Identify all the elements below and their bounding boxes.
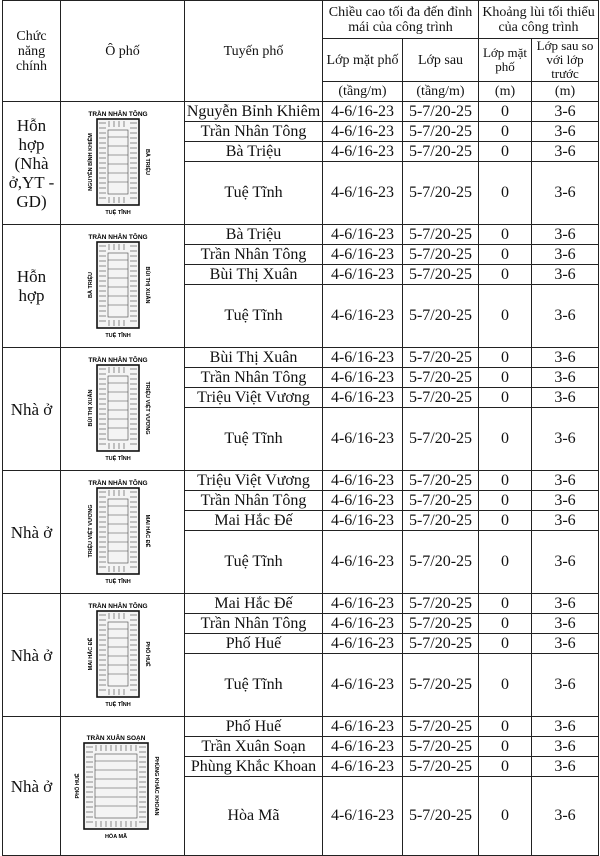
map-label-right: BÀ TRIỆU bbox=[143, 149, 150, 175]
height-rear-value: 5-7/20-25 bbox=[403, 408, 479, 471]
height-rear-value: 5-7/20-25 bbox=[403, 614, 479, 634]
setback-front-value: 0 bbox=[479, 122, 532, 142]
height-rear-value: 5-7/20-25 bbox=[403, 102, 479, 122]
map-label-bottom: TUỆ TĨNH bbox=[104, 702, 131, 708]
height-rear-value: 5-7/20-25 bbox=[403, 162, 479, 225]
map-label-bottom: HÒA MÃ bbox=[104, 834, 127, 840]
block-map-cell bbox=[61, 717, 185, 856]
street-name: Tuệ Tĩnh bbox=[185, 285, 323, 348]
height-rear-value: 5-7/20-25 bbox=[403, 634, 479, 654]
setback-front-value: 0 bbox=[479, 634, 532, 654]
height-front-value: 4-6/16-23 bbox=[323, 491, 403, 511]
height-front-value: 4-6/16-23 bbox=[323, 368, 403, 388]
height-front-value: 4-6/16-23 bbox=[323, 408, 403, 471]
height-rear-value: 5-7/20-25 bbox=[403, 471, 479, 491]
height-front-value: 4-6/16-23 bbox=[323, 142, 403, 162]
street-name: Mai Hắc Đế bbox=[185, 511, 323, 531]
street-name: Bà Triệu bbox=[185, 142, 323, 162]
setback-rear-value: 3-6 bbox=[532, 594, 599, 614]
setback-front-value: 0 bbox=[479, 471, 532, 491]
block-map bbox=[64, 730, 182, 842]
block-map-cell bbox=[61, 471, 185, 594]
street-name: Phố Huế bbox=[185, 717, 323, 737]
street-name: Bùi Thị Xuân bbox=[185, 265, 323, 285]
height-rear-value: 5-7/20-25 bbox=[403, 491, 479, 511]
street-name: Phố Huế bbox=[185, 634, 323, 654]
setback-rear-value: 3-6 bbox=[532, 348, 599, 368]
setback-rear-value: 3-6 bbox=[532, 162, 599, 225]
block-outline bbox=[97, 365, 139, 451]
height-front-value: 4-6/16-23 bbox=[323, 265, 403, 285]
map-label-top: TRẦN NHÂN TÔNG bbox=[87, 357, 148, 364]
setback-front-value: 0 bbox=[479, 757, 532, 777]
setback-rear-value: 3-6 bbox=[532, 408, 599, 471]
height-front-value: 4-6/16-23 bbox=[323, 285, 403, 348]
table-row bbox=[3, 225, 599, 245]
setback-rear-value: 3-6 bbox=[532, 491, 599, 511]
setback-front-value: 0 bbox=[479, 594, 532, 614]
setback-rear-value: 3-6 bbox=[532, 737, 599, 757]
height-rear-value: 5-7/20-25 bbox=[403, 531, 479, 594]
street-name: Tuệ Tĩnh bbox=[185, 408, 323, 471]
street-name: Hòa Mã bbox=[185, 777, 323, 856]
setback-front-value: 0 bbox=[479, 348, 532, 368]
table-row bbox=[3, 717, 599, 737]
map-label-top: TRẦN NHÂN TÔNG bbox=[87, 480, 148, 487]
block-map bbox=[64, 353, 182, 465]
map-label-top: TRẦN NHÂN TÔNG bbox=[87, 111, 148, 118]
block-outline bbox=[84, 743, 148, 829]
block-outline bbox=[97, 488, 139, 574]
map-label-left: TRIỆU VIỆT VƯƠNG bbox=[87, 504, 94, 558]
map-label-left: BÙI THỊ XUÂN bbox=[87, 389, 94, 427]
height-rear-value: 5-7/20-25 bbox=[403, 368, 479, 388]
table-row bbox=[3, 594, 599, 614]
height-rear-value: 5-7/20-25 bbox=[403, 142, 479, 162]
setback-rear-value: 3-6 bbox=[532, 717, 599, 737]
header-setback-front: Lớp mặt phố bbox=[479, 39, 532, 82]
height-front-value: 4-6/16-23 bbox=[323, 717, 403, 737]
setback-front-value: 0 bbox=[479, 102, 532, 122]
height-front-value: 4-6/16-23 bbox=[323, 634, 403, 654]
setback-front-value: 0 bbox=[479, 225, 532, 245]
map-label-right: PHỐ HUẾ bbox=[143, 641, 150, 667]
header-unit-setback-rear: (m) bbox=[532, 82, 599, 102]
height-rear-value: 5-7/20-25 bbox=[403, 757, 479, 777]
height-front-value: 4-6/16-23 bbox=[323, 757, 403, 777]
setback-rear-value: 3-6 bbox=[532, 777, 599, 856]
map-label-bottom: TUỆ TĨNH bbox=[104, 210, 131, 216]
setback-rear-value: 3-6 bbox=[532, 388, 599, 408]
setback-rear-value: 3-6 bbox=[532, 245, 599, 265]
street-name: Bà Triệu bbox=[185, 225, 323, 245]
setback-front-value: 0 bbox=[479, 491, 532, 511]
setback-front-value: 0 bbox=[479, 162, 532, 225]
setback-rear-value: 3-6 bbox=[532, 122, 599, 142]
setback-rear-value: 3-6 bbox=[532, 757, 599, 777]
map-label-bottom: TUỆ TĨNH bbox=[104, 579, 131, 585]
setback-rear-value: 3-6 bbox=[532, 285, 599, 348]
height-front-value: 4-6/16-23 bbox=[323, 122, 403, 142]
header-block: Ô phố bbox=[61, 1, 185, 102]
street-name: Tuệ Tĩnh bbox=[185, 654, 323, 717]
street-name: Tuệ Tĩnh bbox=[185, 531, 323, 594]
street-name: Bùi Thị Xuân bbox=[185, 348, 323, 368]
setback-front-value: 0 bbox=[479, 654, 532, 717]
header-setback-rear: Lớp sau so với lớp trước bbox=[532, 39, 599, 82]
map-label-top: TRẦN NHÂN TÔNG bbox=[87, 234, 148, 241]
block-outline bbox=[97, 611, 139, 697]
header-height-rear: Lớp sau bbox=[403, 39, 479, 82]
header-unit-height-front: (tầng/m) bbox=[323, 82, 403, 102]
table-row bbox=[3, 102, 599, 122]
block-map bbox=[64, 476, 182, 588]
function-cell: Nhà ở bbox=[3, 348, 61, 471]
street-name: Triệu Việt Vương bbox=[185, 471, 323, 491]
street-name: Trần Nhân Tông bbox=[185, 245, 323, 265]
function-cell: Hỗn hợp bbox=[3, 225, 61, 348]
height-rear-value: 5-7/20-25 bbox=[403, 511, 479, 531]
block-map bbox=[64, 230, 182, 342]
street-name: Trần Nhân Tông bbox=[185, 368, 323, 388]
block-outline bbox=[97, 242, 139, 328]
block-map-cell bbox=[61, 225, 185, 348]
street-name: Trần Nhân Tông bbox=[185, 491, 323, 511]
map-label-top: TRẦN NHÂN TÔNG bbox=[87, 603, 148, 610]
height-front-value: 4-6/16-23 bbox=[323, 348, 403, 368]
setback-front-value: 0 bbox=[479, 737, 532, 757]
height-front-value: 4-6/16-23 bbox=[323, 245, 403, 265]
block-map-cell bbox=[61, 594, 185, 717]
setback-rear-value: 3-6 bbox=[532, 614, 599, 634]
map-label-left: MAI HẮC ĐẾ bbox=[87, 637, 94, 671]
height-rear-value: 5-7/20-25 bbox=[403, 285, 479, 348]
height-front-value: 4-6/16-23 bbox=[323, 737, 403, 757]
height-front-value: 4-6/16-23 bbox=[323, 654, 403, 717]
height-front-value: 4-6/16-23 bbox=[323, 511, 403, 531]
map-label-left: NGUYỄN BỈNH KHIÊM bbox=[87, 133, 94, 191]
height-rear-value: 5-7/20-25 bbox=[403, 348, 479, 368]
setback-rear-value: 3-6 bbox=[532, 265, 599, 285]
header-function: Chức năng chính bbox=[3, 1, 61, 102]
function-cell: Nhà ở bbox=[3, 717, 61, 856]
block-map bbox=[64, 599, 182, 711]
setback-rear-value: 3-6 bbox=[532, 142, 599, 162]
setback-front-value: 0 bbox=[479, 531, 532, 594]
setback-rear-value: 3-6 bbox=[532, 511, 599, 531]
street-name: Trần Xuân Soạn bbox=[185, 737, 323, 757]
setback-rear-value: 3-6 bbox=[532, 471, 599, 491]
setback-front-value: 0 bbox=[479, 142, 532, 162]
map-label-bottom: TUỆ TĨNH bbox=[104, 333, 131, 339]
map-label-right: PHÙNG KHẮC KHOAN bbox=[152, 756, 159, 816]
setback-front-value: 0 bbox=[479, 368, 532, 388]
header-unit-height-rear: (tầng/m) bbox=[403, 82, 479, 102]
height-rear-value: 5-7/20-25 bbox=[403, 737, 479, 757]
height-rear-value: 5-7/20-25 bbox=[403, 717, 479, 737]
street-name: Triệu Việt Vương bbox=[185, 388, 323, 408]
setback-rear-value: 3-6 bbox=[532, 102, 599, 122]
height-rear-value: 5-7/20-25 bbox=[403, 388, 479, 408]
height-front-value: 4-6/16-23 bbox=[323, 162, 403, 225]
map-label-right: MAI HẮC ĐẾ bbox=[143, 514, 150, 548]
function-cell: Nhà ở bbox=[3, 594, 61, 717]
regulation-table bbox=[2, 0, 599, 856]
height-front-value: 4-6/16-23 bbox=[323, 614, 403, 634]
setback-front-value: 0 bbox=[479, 717, 532, 737]
height-front-value: 4-6/16-23 bbox=[323, 471, 403, 491]
block-map-cell bbox=[61, 102, 185, 225]
header-height-front: Lớp mặt phố bbox=[323, 39, 403, 82]
map-label-left: PHỐ HUẾ bbox=[74, 773, 81, 799]
height-front-value: 4-6/16-23 bbox=[323, 531, 403, 594]
table-header bbox=[3, 1, 599, 102]
height-front-value: 4-6/16-23 bbox=[323, 388, 403, 408]
street-name: Nguyễn Bỉnh Khiêm bbox=[185, 102, 323, 122]
setback-front-value: 0 bbox=[479, 777, 532, 856]
header-unit-setback-front: (m) bbox=[479, 82, 532, 102]
setback-front-value: 0 bbox=[479, 285, 532, 348]
height-rear-value: 5-7/20-25 bbox=[403, 594, 479, 614]
street-name: Tuệ Tĩnh bbox=[185, 162, 323, 225]
map-label-right: BÙI THỊ XUÂN bbox=[143, 266, 150, 304]
height-rear-value: 5-7/20-25 bbox=[403, 654, 479, 717]
header-setback-group: Khoảng lùi tối thiểu của công trình bbox=[479, 1, 599, 39]
setback-front-value: 0 bbox=[479, 245, 532, 265]
setback-front-value: 0 bbox=[479, 614, 532, 634]
height-front-value: 4-6/16-23 bbox=[323, 594, 403, 614]
setback-front-value: 0 bbox=[479, 408, 532, 471]
map-label-right: TRIỆU VIỆT VƯƠNG bbox=[143, 381, 150, 435]
table-body bbox=[3, 102, 599, 856]
street-name: Mai Hắc Đế bbox=[185, 594, 323, 614]
map-label-bottom: TUỆ TĨNH bbox=[104, 456, 131, 462]
map-label-top: TRẦN XUÂN SOẠN bbox=[86, 735, 145, 742]
setback-front-value: 0 bbox=[479, 511, 532, 531]
map-label-left: BÀ TRIỆU bbox=[87, 272, 94, 298]
setback-rear-value: 3-6 bbox=[532, 654, 599, 717]
setback-rear-value: 3-6 bbox=[532, 634, 599, 654]
block-outline bbox=[97, 119, 139, 205]
setback-front-value: 0 bbox=[479, 388, 532, 408]
street-name: Trần Nhân Tông bbox=[185, 122, 323, 142]
setback-rear-value: 3-6 bbox=[532, 368, 599, 388]
street-name: Phùng Khắc Khoan bbox=[185, 757, 323, 777]
table-row bbox=[3, 471, 599, 491]
height-rear-value: 5-7/20-25 bbox=[403, 225, 479, 245]
height-front-value: 4-6/16-23 bbox=[323, 777, 403, 856]
setback-rear-value: 3-6 bbox=[532, 531, 599, 594]
setback-front-value: 0 bbox=[479, 265, 532, 285]
header-height-group: Chiều cao tối đa đến đỉnh mái của công trình bbox=[323, 1, 479, 39]
height-rear-value: 5-7/20-25 bbox=[403, 265, 479, 285]
height-front-value: 4-6/16-23 bbox=[323, 225, 403, 245]
setback-rear-value: 3-6 bbox=[532, 225, 599, 245]
function-cell: Nhà ở bbox=[3, 471, 61, 594]
height-front-value: 4-6/16-23 bbox=[323, 102, 403, 122]
function-cell: Hỗn hợp (Nhà ở,YT -GD) bbox=[3, 102, 61, 225]
block-map bbox=[64, 107, 182, 219]
street-name: Trần Nhân Tông bbox=[185, 614, 323, 634]
table-row bbox=[3, 348, 599, 368]
height-rear-value: 5-7/20-25 bbox=[403, 777, 479, 856]
header-street: Tuyến phố bbox=[185, 1, 323, 102]
block-map-cell bbox=[61, 348, 185, 471]
height-rear-value: 5-7/20-25 bbox=[403, 245, 479, 265]
height-rear-value: 5-7/20-25 bbox=[403, 122, 479, 142]
